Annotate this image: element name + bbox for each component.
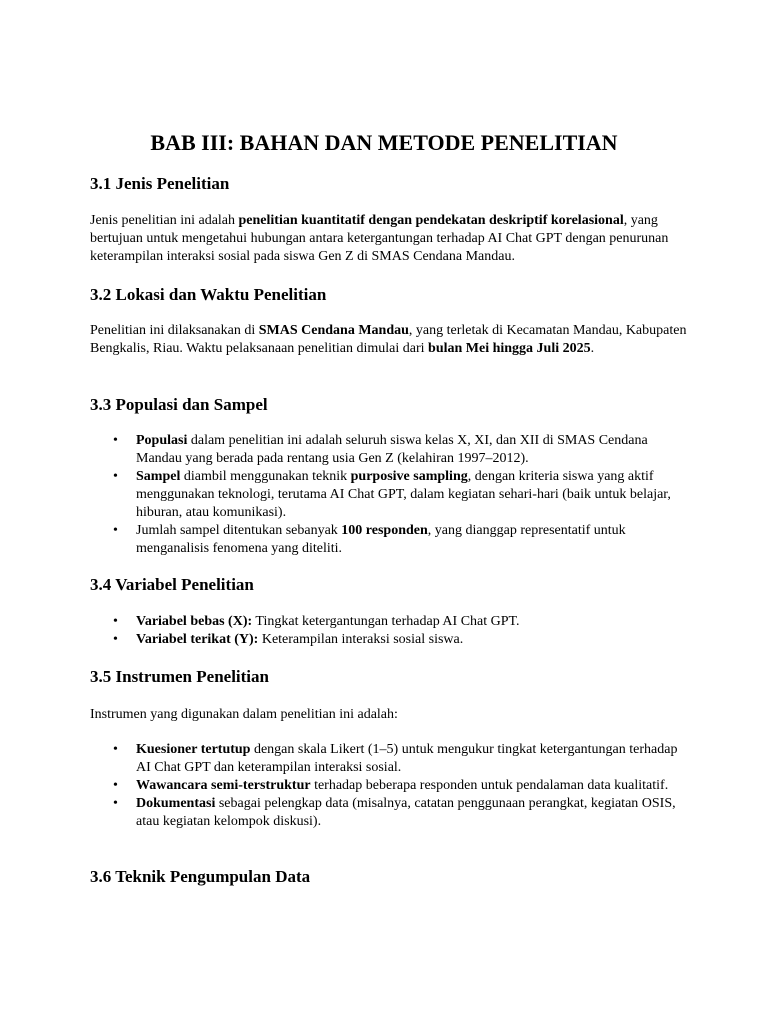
bold-run: Variabel terikat (Y): xyxy=(136,632,259,647)
section-heading-3-4: 3.4 Variabel Penelitian xyxy=(90,575,254,594)
list-item xyxy=(90,522,690,558)
bold-run: Populasi xyxy=(136,433,188,448)
bullet-list-3-3 xyxy=(90,432,690,558)
text-run: Jenis penelitian ini adalah xyxy=(90,213,239,228)
text-run: diambil menggunakan teknik xyxy=(180,469,351,484)
section-paragraph-3-2 xyxy=(90,322,690,358)
text-run: , yang terletak di Kecamatan Mandau, Kabupaten Bengkalis, Riau. Waktu pelaksanaan penelitian dimulai dari xyxy=(90,323,687,356)
section-heading-3-3: 3.3 Populasi dan Sampel xyxy=(90,395,268,414)
text-run: Jumlah sampel ditentukan sebanyak xyxy=(136,523,342,538)
bold-run: Dokumentasi xyxy=(136,796,216,811)
text-run: sebagai pelengkap data (misalnya, catatan penggunaan perangkat, kegiatan OSIS, atau kegiatan kelompok diskusi). xyxy=(136,796,676,829)
section-paragraph-3-1 xyxy=(90,212,690,266)
text-run: , yang bertujuan untuk mengetahui hubungan antara ketergantungan terhadap AI Chat GPT dengan penurunan keterampilan interaksi sosial pada siswa Gen Z di SMAS Cendana Mandau. xyxy=(90,213,669,264)
list-item xyxy=(90,468,690,522)
document-title: BAB III: BAHAN DAN METODE PENELITIAN xyxy=(150,130,618,155)
text-run: , yang dianggap representatif untuk menganalisis fenomena yang diteliti. xyxy=(136,523,626,556)
bold-run: Variabel bebas (X): xyxy=(136,614,253,629)
bold-run: bulan Mei hingga Juli 2025 xyxy=(428,341,591,356)
bullet-icon: • xyxy=(113,614,118,629)
text-run: terhadap beberapa responden untuk pendalaman data kualitatif. xyxy=(310,778,669,793)
text-run: Tingkat ketergantungan terhadap AI Chat GPT. xyxy=(252,614,520,629)
list-item xyxy=(90,741,690,777)
list-item xyxy=(90,795,690,831)
bullet-icon: • xyxy=(113,523,118,538)
text-run: Penelitian ini dilaksanakan di xyxy=(90,323,259,338)
section-paragraph-3-5: Instrumen yang digunakan dalam penelitian ini adalah: xyxy=(90,707,398,722)
bold-run: purposive sampling xyxy=(350,469,468,484)
text-run: dengan skala Likert (1–5) untuk mengukur tingkat ketergantungan terhadap AI Chat GPT dan keterampilan interaksi sosial. xyxy=(136,742,678,775)
text-run: . xyxy=(590,341,595,356)
bullet-icon: • xyxy=(113,469,118,484)
bullet-icon: • xyxy=(113,742,118,757)
bold-run: Kuesioner tertutup xyxy=(136,742,251,757)
bullet-icon: • xyxy=(113,632,118,647)
list-item xyxy=(90,777,690,795)
section-heading-3-5: 3.5 Instrumen Penelitian xyxy=(90,667,269,686)
text-run: dalam penelitian ini adalah seluruh siswa kelas X, XI, dan XII di SMAS Cendana Mandau yang berada pada rentang usia Gen Z (kelahiran 1997–2012). xyxy=(136,433,648,466)
bullet-icon: • xyxy=(113,796,118,811)
text-run: Keterampilan interaksi sosial siswa. xyxy=(258,632,464,647)
list-item xyxy=(90,631,690,649)
list-item xyxy=(90,613,690,631)
bullet-icon: • xyxy=(113,778,118,793)
bold-run: Sampel xyxy=(136,469,181,484)
bold-run: SMAS Cendana Mandau xyxy=(258,323,409,338)
bold-run: penelitian kuantitatif dengan pendekatan deskriptif korelasional xyxy=(238,213,624,228)
bullet-list-3-5 xyxy=(90,741,690,831)
section-heading-3-2: 3.2 Lokasi dan Waktu Penelitian xyxy=(90,285,327,304)
bullet-icon: • xyxy=(113,433,118,448)
bold-run: Wawancara semi-terstruktur xyxy=(136,778,311,793)
bold-run: 100 responden xyxy=(341,523,428,538)
list-item xyxy=(90,432,690,468)
bullet-list-3-4 xyxy=(90,613,690,649)
text-run: , dengan kriteria siswa yang aktif menggunakan teknologi, terutama AI Chat GPT, dalam kegiatan sehari-hari (baik untuk belajar, hiburan, atau komunikasi). xyxy=(136,469,671,520)
section-heading-3-6: 3.6 Teknik Pengumpulan Data xyxy=(90,867,311,886)
section-heading-3-1: 3.1 Jenis Penelitian xyxy=(90,174,230,193)
